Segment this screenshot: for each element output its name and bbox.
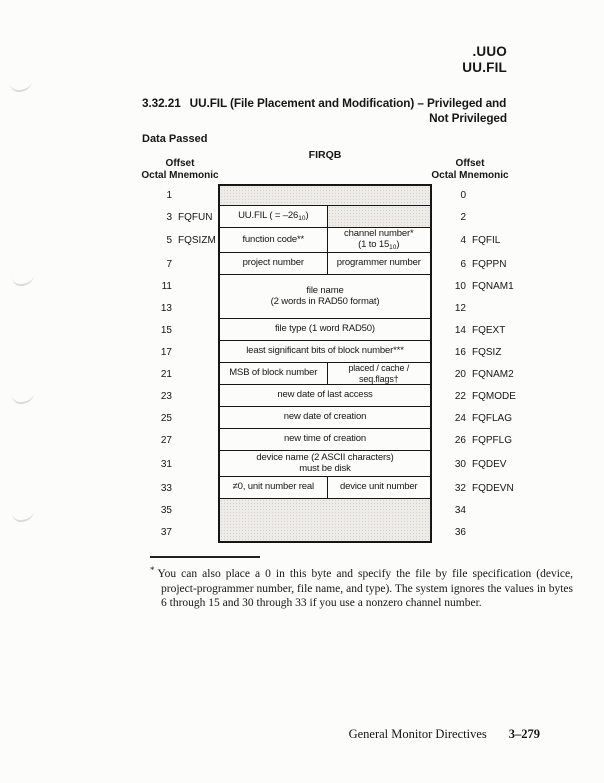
table-row (142, 499, 576, 543)
firqb-title: FIRQB (308, 149, 342, 161)
section-heading (142, 96, 507, 126)
left-offset-label: 5 FQSIZM (166, 235, 216, 246)
new-date-creation-cell: new date of creation (283, 411, 367, 423)
footnote (150, 563, 573, 611)
table-row (142, 206, 576, 228)
right-header-octal-mnemonic: Octal Mnemonic (431, 170, 509, 181)
new-date-last-access-cell: new date of last access (277, 389, 373, 401)
firqb-diagram (142, 184, 576, 543)
left-offset-label: 23 (160, 390, 172, 402)
footnote-text: You can also place a 0 in this byte and specify the file by file specification (device, project-programmer number, file name, and type). The system ignores the values in bytes 6 through 15 and 30 through 33 if you use a nonzero channel number. (157, 568, 573, 609)
block-number-lsb-cell: least significant bits of block number*** (246, 345, 404, 357)
left-column-header (138, 158, 222, 182)
right-offset-label: 0 (460, 189, 466, 201)
table-row (142, 341, 576, 363)
left-offset-label: 7 (166, 258, 172, 270)
table-row (142, 385, 576, 407)
right-offset-label: 24 FQFLAG (454, 412, 513, 424)
right-offset-label: 2 (460, 211, 466, 223)
scan-artifact-mark (10, 81, 33, 93)
section-heading-line2: Not Privileged (429, 111, 507, 125)
block-number-msb-cell: MSB of block number (229, 367, 318, 379)
unit-number-real-cell: ≠0, unit number real (232, 481, 314, 493)
table-row (142, 451, 576, 477)
page-footer (349, 727, 540, 742)
file-name-cell: file name (2 words in RAD50 format) (270, 285, 380, 307)
left-offset-label: 21 (160, 368, 172, 380)
page-number: 3–279 (508, 727, 540, 741)
left-offset-label: 25 (160, 412, 172, 424)
table-row (142, 319, 576, 341)
table-row (142, 407, 576, 429)
left-offset-label: 27 (160, 434, 172, 446)
running-head (462, 44, 507, 76)
uufil-function-cell: UU.FIL ( = $-26_{10}$) (238, 209, 309, 223)
right-offset-label: 26 FQPFLG (454, 434, 513, 446)
device-unit-number-cell: device unit number (327, 477, 430, 498)
right-offset-label: 30 FQDEV (454, 458, 507, 470)
running-head-line1: .UUO (472, 44, 507, 59)
left-header-offset: Offset (165, 158, 195, 169)
table-row (142, 184, 576, 206)
programmer-number-cell: programmer number (327, 253, 430, 274)
file-type-cell: file type (1 word RAD50) (275, 323, 375, 335)
project-number-cell: project number (242, 257, 304, 269)
left-offset-label: 3 FQFUN (166, 211, 213, 223)
right-offset-label: 14 FQEXT (454, 324, 506, 336)
right-offset-label: 32 FQDEVN (454, 482, 514, 494)
reserved-cell (327, 206, 430, 227)
reserved-cell (220, 186, 430, 205)
right-header-offset: Offset (455, 158, 485, 169)
scan-artifact-mark (12, 511, 35, 523)
left-offset-label: 33 (160, 482, 172, 494)
footnote-marker: * (150, 565, 155, 575)
function-code-cell: function code** (242, 233, 305, 245)
right-offset-label: 20 FQNAM2 (454, 368, 514, 380)
left-offset-label: 1 (166, 189, 172, 201)
left-offset-label: 31 (160, 458, 172, 470)
right-offset-label: 4 FQFIL (460, 235, 501, 246)
right-offset-label: 6 FQPPN (460, 258, 507, 270)
running-head-line2: UU.FIL (462, 60, 507, 75)
new-time-creation-cell: new time of creation (283, 433, 366, 445)
data-passed-label: Data Passed (142, 133, 208, 145)
footer-title: General Monitor Directives (348, 727, 487, 741)
left-header-octal-mnemonic: Octal Mnemonic (141, 170, 219, 181)
table-row (142, 363, 576, 385)
left-offset-label: 11 13 (160, 280, 172, 314)
right-offset-label: 22 FQMODE (454, 390, 516, 402)
right-offset-label: 10 FQNAM1 12 (454, 280, 514, 314)
table-row (142, 477, 576, 499)
table-row (142, 275, 576, 319)
table-row (142, 228, 576, 253)
right-offset-label: 34 36 (454, 504, 466, 538)
section-heading-line1 (142, 96, 507, 111)
table-row (142, 253, 576, 275)
right-column-header (428, 158, 512, 182)
device-name-cell: device name (2 ASCII characters) must be disk (256, 452, 394, 474)
left-offset-label: 17 (160, 346, 172, 358)
left-offset-label: 15 (160, 324, 172, 336)
section-number: 3.32.21 (142, 96, 181, 110)
left-offset-label: 35 37 (160, 504, 172, 538)
section-title: UU.FIL (File Placement and Modification) – Privileged and (189, 96, 507, 110)
footnote-separator (150, 556, 260, 558)
placed-cache-seq-flags-cell: placed / cache / seq.flags† (327, 363, 430, 384)
reserved-cell (220, 499, 430, 541)
scan-artifact-mark (12, 393, 35, 405)
channel-number-cell: channel number* (1 to $15_{10}$) (327, 228, 430, 252)
scan-artifact-mark (12, 275, 35, 287)
right-offset-label: 16 FQSIZ (454, 346, 502, 358)
table-row (142, 429, 576, 451)
